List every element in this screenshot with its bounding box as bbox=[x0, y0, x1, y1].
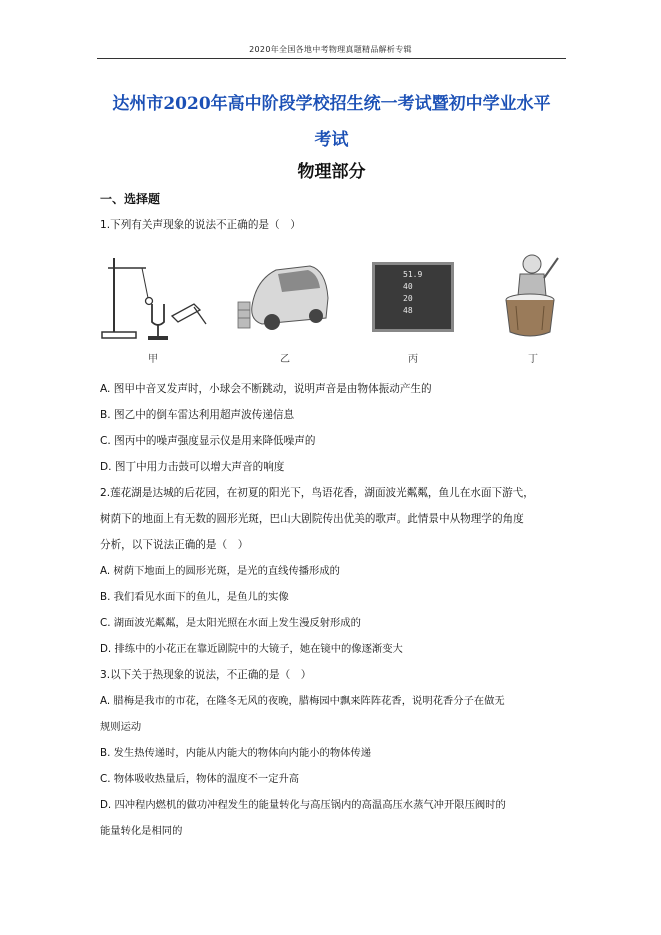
display-reading-1: 51.9 bbox=[403, 270, 423, 279]
q2-option-c: C. 湖面波光粼粼，是太阳光照在水面上发生漫反射形成的 bbox=[100, 617, 361, 629]
display-reading-4: 48 bbox=[403, 306, 413, 315]
hammer bbox=[172, 304, 200, 322]
q3-option-d: D. 四冲程内燃机的做功冲程发生的能量转化与高压锅内的高温高压水蒸气冲开限压阀时的 bbox=[100, 799, 506, 811]
car-wheel bbox=[264, 314, 280, 330]
q3-option-b: B. 发生热传递时，内能从内能大的物体向内能小的物体传递 bbox=[100, 747, 372, 759]
q3-stem: 3.以下关于热现象的说法，不正确的是（ ） bbox=[100, 669, 312, 681]
q1-stem: 1.下列有关声现象的说法不正确的是（ ） bbox=[100, 219, 301, 231]
figure-label-yi: 乙 bbox=[280, 354, 290, 365]
q1-option-d: D. 图丁中用力击鼓可以增大声音的响度 bbox=[100, 461, 285, 473]
drum-body bbox=[506, 300, 554, 336]
q3-option-a: A. 腊梅是我市的市花，在隆冬无风的夜晚，腊梅园中飘来阵阵花香，说明花香分子在做无 bbox=[100, 695, 505, 707]
obstacle-stack bbox=[238, 302, 250, 328]
q1-option-c: C. 图丙中的噪声强度显示仪是用来降低噪声的 bbox=[100, 435, 316, 447]
q2-option-d: D. 排练中的小花正在靠近剧院中的大镜子，她在镜中的像逐渐变大 bbox=[100, 643, 403, 655]
figure-ding-drummer bbox=[494, 250, 566, 340]
q3-option-a-cont: 规则运动 bbox=[100, 721, 142, 733]
figure-yi-car bbox=[232, 258, 332, 338]
figure-label-ding: 丁 bbox=[528, 354, 538, 365]
section-heading: 一、选择题 bbox=[100, 192, 161, 206]
figure-jia-tuning-fork bbox=[100, 252, 210, 344]
page-title-line-2: 考试 bbox=[314, 130, 349, 150]
q2-option-a: A. 树荫下地面上的圆形光斑，是光的直线传播形成的 bbox=[100, 565, 340, 577]
q3-option-c: C. 物体吸收热量后，物体的温度不一定升高 bbox=[100, 773, 300, 785]
header-rule bbox=[97, 58, 566, 59]
figure-label-bing: 丙 bbox=[408, 354, 418, 365]
drumstick bbox=[544, 258, 558, 278]
display-reading-3: 20 bbox=[403, 294, 413, 303]
page-subtitle: 物理部分 bbox=[297, 162, 366, 182]
q1-option-b: B. 图乙中的倒车雷达利用超声波传递信息 bbox=[100, 409, 295, 421]
drummer-body bbox=[518, 274, 546, 296]
page-header: 2020年全国各地中考物理真题精品解析专辑 bbox=[249, 45, 412, 54]
stand-base bbox=[102, 332, 136, 338]
figure-label-jia: 甲 bbox=[148, 354, 158, 365]
q2-option-b: B. 我们看见水面下的鱼儿，是鱼儿的实像 bbox=[100, 591, 289, 603]
q3-option-d-cont: 能量转化是相同的 bbox=[100, 825, 183, 837]
q2-stem-line-2: 树荫下的地面上有无数的圆形光斑，巴山大剧院传出优美的歌声。此情景中从物理学的角度 bbox=[100, 513, 524, 525]
q2-stem-line-3: 分析，以下说法正确的是（ ） bbox=[100, 539, 249, 551]
display-reading-2: 40 bbox=[403, 282, 413, 291]
q2-stem-line-1: 2.莲花湖是达城的后花园，在初夏的阳光下，鸟语花香，湖面波光粼粼，鱼儿在水面下游弋， bbox=[100, 487, 534, 499]
tuning-fork bbox=[152, 304, 164, 325]
q1-option-a: A. 图甲中音叉发声时，小球会不断跳动，说明声音是由物体振动产生的 bbox=[100, 383, 432, 395]
drummer-head bbox=[523, 255, 541, 273]
figure-bing-noise-display bbox=[372, 262, 454, 332]
page-title-line-1: 达州市2020年高中阶段学校招生统一考试暨初中学业水平 bbox=[112, 94, 551, 114]
ball bbox=[146, 298, 153, 305]
thread bbox=[142, 268, 148, 298]
